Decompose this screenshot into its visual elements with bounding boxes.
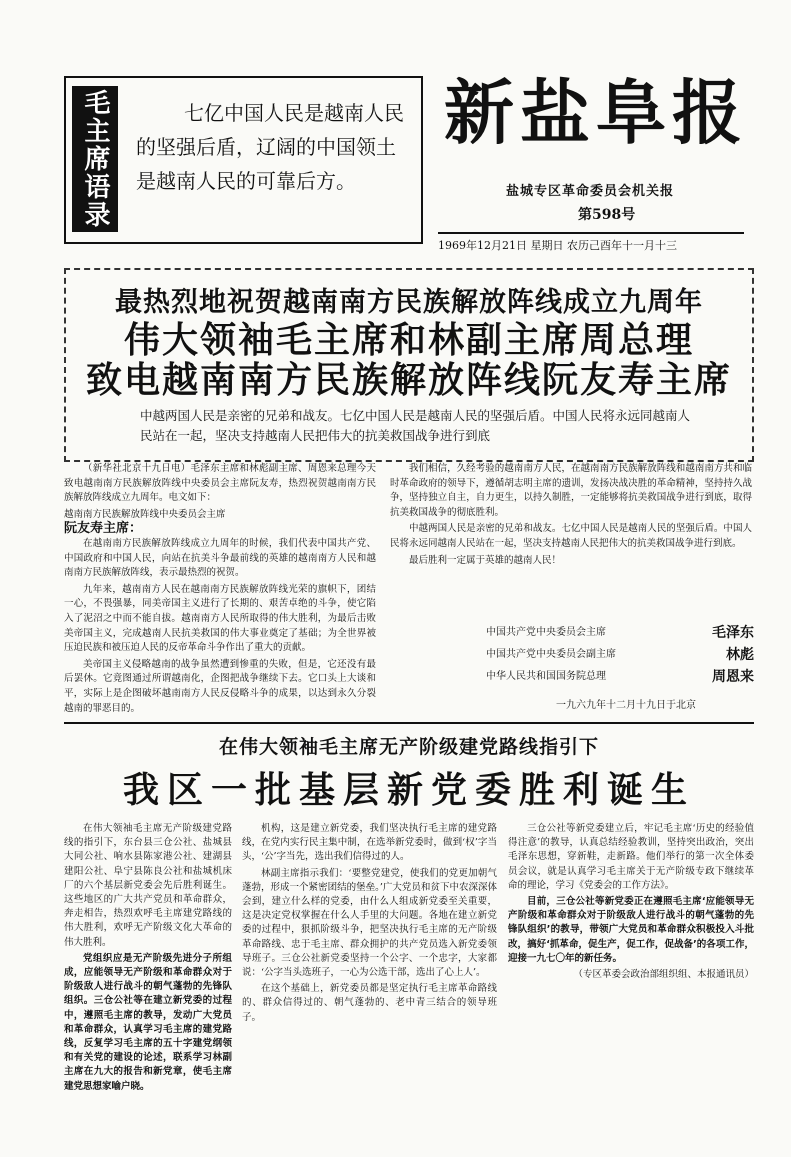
quotation-label: 毛主席语录	[72, 86, 118, 232]
story-source: （专区革委会政治部组织组、本报通讯员）	[573, 969, 754, 981]
signature-title: 中国共产党中央委员会副主席	[486, 649, 616, 660]
signature-name: 林彪	[726, 647, 754, 663]
story-paragraph: 三仓公社等新党委建立后，牢记毛主席‘历史的经验值得注意’的教导，认真总结经验教训，坚持突出政治，突出毛泽东思想，穿新鞋，走新路。他们举行的第一次全体委员会议，就是认真学习毛主席关于无产阶级专政下继续革命的理论，学习《党委会的工作方法》。	[508, 823, 754, 891]
story-column-3	[508, 822, 754, 982]
section-divider	[64, 722, 754, 724]
telegram-left-column	[64, 462, 376, 718]
story-paragraph: 在这个基础上，新党委员都是坚定执行毛主席革命路线的、群众信得过的、朝气蓬勃的、老中青三结合的领导班子。	[242, 983, 497, 1023]
signature-title: 中华人民共和国国务院总理	[486, 671, 606, 682]
telegram-greeting: 阮友寿主席：	[64, 521, 143, 537]
story-kicker: 在伟大领袖毛主席无产阶级建党路线指引下	[218, 736, 599, 758]
signature-row	[486, 666, 754, 688]
story-paragraph-bold: 目前，三仓公社等新党委正在遵照毛主席‘应能领导无产阶级和革命群众对于阶级敌人进行战斗的朝气蓬勃的先锋队组织’的教导，带领广大党员和革命群众积极投入斗批改，搞好‘抓革命，促生产，促工作，促战备’的各项工作，迎接一九七〇年的新任务。	[508, 896, 754, 964]
publisher: 盐城专区革命委员会机关报	[506, 184, 675, 199]
signature-name: 周恩来	[712, 669, 754, 685]
telegram-right-column	[390, 462, 752, 570]
date-line: 1969年12月21日 星期日 农历己酉年十一月十三	[438, 232, 744, 253]
story-paragraph: 机构，这是建立新党委，我们坚决执行毛主席的建党路线，在党内实行民主集中制，在选举新党委时，做到‘权’字当头，‘公’字当先，选出我们信得过的人。	[242, 823, 497, 863]
headline-kicker: 最热烈地祝贺越南南方民族解放阵线成立九周年	[115, 287, 703, 318]
signature-title: 中国共产党中央委员会主席	[486, 627, 606, 638]
quotation-text: 七亿中国人民是越南人民的坚强后盾，辽阔的中国领土是越南人民的可靠后方。	[136, 101, 404, 193]
telegram-addressee: 越南南方民族解放阵线中央委员会主席	[64, 508, 226, 520]
story-column-1	[64, 822, 232, 1096]
signature-block	[486, 622, 754, 688]
story-column-2	[242, 822, 497, 1027]
story-title: 我区一批基层新党委胜利诞生	[122, 769, 695, 811]
telegram-paragraph: 中越两国人民是亲密的兄弟和战友。七亿中国人民是越南人民的坚强后盾。中国人民将永远同越南人民站在一起，坚决支持越南人民把伟大的抗美救国战争进行到底。	[390, 523, 752, 549]
telegram-closing: 最后胜利一定属于英雄的越南人民！	[409, 554, 562, 566]
story-paragraph: 在伟大领袖毛主席无产阶级建党路线的指引下，东台县三仓公社、盐城县大同公社、响水县陈家港公社、建湖县建阳公社、阜宁县陈良公社和盐城机床厂的六个基层新党委会先后胜利诞生。这些地区的广大共产党员和革命群众，奔走相告，热烈欢呼毛主席建党路线的伟大胜利，欢呼无产阶级文化大革命的伟大胜利。	[64, 823, 232, 948]
signature-name: 毛泽东	[712, 625, 754, 641]
story-paragraph: 林副主席指示我们：‘要整党建党，使我们的党更加朝气蓬勃，形成一个紧密团结的堡垒。’广大党员和贫下中农深深体会到，建立什么样的党委，由什么人组成新党委至关重要，这是决定党权掌握在什么人手里的大问题。各地在建立新党委的过程中，狠抓阶级斗争，把坚决执行毛主席的无产阶级革命路线、忠于毛主席、群众拥护的共产党员选入新党委领导班子。三仓公社新党委坚持一个公字、一个忠字，大家都说：‘公字当头选班子，一心为公选干部，选出了心上人’。	[242, 867, 497, 979]
telegram-paragraph: 在越南南方民族解放阵线成立九周年的时候，我们代表中国共产党、中国政府和中国人民，向站在抗美斗争最前线的英雄的越南南方人民和越南南方民族解放阵线，表示最热烈的祝贺。	[64, 537, 376, 579]
telegram-dateline: （新华社北京十九日电）毛泽东主席和林彪副主席、周恩来总理今天致电越南南方民族解放阵线中央委员会主席阮友寿，热烈祝贺越南南方民族解放阵线成立九周年。电文如下：	[64, 463, 376, 504]
story-paragraph-bold: 党组织应是无产阶级先进分子所组成，应能领导无产阶级和革命群众对于阶级敌人进行战斗的朝气蓬勃的先锋队组织。三仓公社等在建立新党委的过程中，遵照毛主席的教导，发动广大党员和革命群众，认真学习毛主席的建党路线，反复学习毛主席的五十字建党纲领和有关党的建设的论述，联系学习林副主席在九大的报告和新党章，使毛主席建党思想家喻户晓。	[64, 952, 232, 1092]
signature-row	[486, 622, 754, 644]
headline-main-2: 致电越南南方民族解放阵线阮友寿主席	[85, 359, 732, 401]
newspaper-title: 新盐阜报	[444, 71, 748, 154]
telegram-date: 一九六九年十二月十九日于北京	[556, 700, 696, 711]
telegram-paragraph: 九年来，越南南方人民在越南南方民族解放阵线光荣的旗帜下，团结一心，不畏强暴，同美帝国主义进行了长期的、艰苦卓绝的斗争，使它陷入了泥沼之中而不能自拔。越南南方人民所取得的伟大胜利，为最后击败美帝国主义，完成越南人民抗美救国的伟大事业奠定了基础；为全世界被压迫民族和被压迫人民的反帝革命斗争作出了重大的贡献。	[64, 583, 376, 654]
telegram-paragraph: 我们相信，久经考验的越南南方人民，在越南南方民族解放阵线和越南南方共和临时革命政府的领导下，遵循胡志明主席的遗训，发扬决战决胜的革命精神，坚持持久战争，坚持独立自主，自力更生，以持久制胜，一定能够将抗美救国战争进行到底，取得抗美救国战争的彻底胜利。	[390, 463, 752, 518]
headline-main-1: 伟大领袖毛主席和林副主席周总理	[123, 319, 694, 361]
telegram-paragraph: 美帝国主义侵略越南的战争虽然遭到惨重的失败，但是，它还没有最后罢休。它竟图通过所谓越南化，企图把战争继续下去。它口头上大谈和平，实际上是企图破坏越南南方人民反侵略斗争的成果，以达到永久分裂越南的罪恶目的。	[64, 658, 376, 714]
issue-number: 第598号	[578, 207, 636, 223]
headline-deck: 中越两国人民是亲密的兄弟和战友。七亿中国人民是越南人民的坚强后盾。中国人民将永远同越南人民站在一起，坚决支持越南人民把伟大的抗美救国战争进行到底	[140, 408, 691, 443]
signature-row	[486, 644, 754, 666]
